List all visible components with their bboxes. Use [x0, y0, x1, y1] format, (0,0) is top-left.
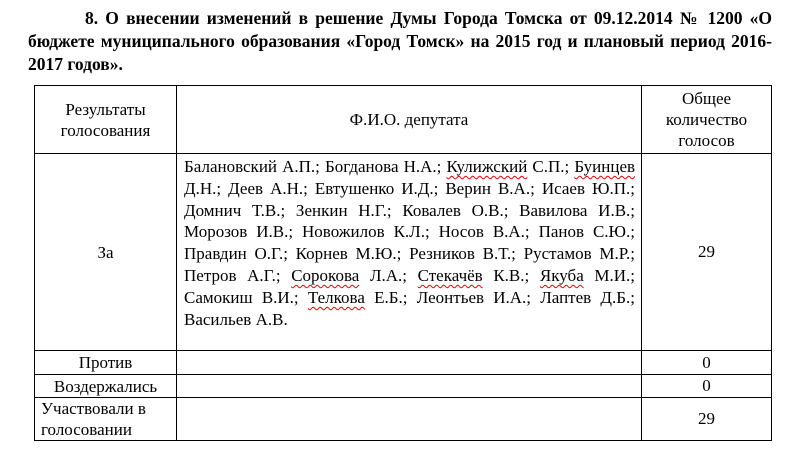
- table-row-participated: [35, 398, 772, 441]
- deputy-name: Стекачёв: [417, 265, 483, 285]
- deputy-name: Буинцев: [574, 157, 636, 176]
- deputy-name: Леонтьев: [416, 287, 485, 307]
- deputy-name: Резников: [409, 244, 475, 264]
- deputy-name: Рустамов: [523, 244, 592, 264]
- deputy-name: Верин: [445, 178, 491, 198]
- votes-count-against: 0: [642, 351, 772, 375]
- deputy-name: Васильев: [184, 309, 252, 329]
- voting-results-table: [34, 85, 772, 441]
- deputies-list: Балановский А.П.; Богданова Н.А.; Кулижский С.П.; Буинцев Д.Н.; Деев А.Н.; Евтушенко И.Д.; Верин В.А.; Исаев Ю.П.; Домнич Т.В.; Зенкин Н.Г.; Ковалев О.В.; Вавилова И.В.; Морозов И.В.; Новожилов К.Л.; Носов В.А.; Панов С.Ю.; Правдин О.Г.; Корнев М.Ю.; Резников В.Т.; Рустамов М.Р.; Петров А.Г.; Сорокова Л.А.; Стекачёв К.В.; Якуба М.И.; Самокиш В.И.; Телкова Е.Б.; Леонтьев И.А.; Лаптев Д.Б.; Васильев А.В.: [177, 154, 642, 351]
- deputy-name: Телкова: [307, 287, 365, 307]
- deputy-name: Ковалев: [402, 200, 461, 220]
- votes-count-for: 29: [642, 154, 772, 351]
- deputy-name: Вавилова: [519, 200, 588, 220]
- deputy-name: Якуба: [539, 265, 584, 285]
- votes-count-abstained: 0: [642, 375, 772, 398]
- deputy-name: Зенкин: [295, 200, 348, 220]
- result-label-against: Против: [35, 351, 177, 375]
- deputy-name: Деев: [228, 178, 264, 198]
- deputy-name: Петров: [184, 265, 237, 285]
- deputy-name: Морозов: [184, 222, 248, 242]
- result-label-abstained: Воздержались: [35, 375, 177, 398]
- deputies-empty-against: [177, 351, 642, 375]
- result-label-for: За: [35, 154, 177, 351]
- column-header-deputy-names: Ф.И.О. депутата: [177, 86, 642, 154]
- table-row-against: [35, 351, 772, 375]
- deputy-name: Домнич: [184, 200, 242, 220]
- deputy-name: Кулижский: [446, 157, 528, 176]
- deputy-name: Богданова: [324, 157, 399, 176]
- deputy-name: Новожилов: [302, 222, 385, 242]
- deputy-name: Сорокова: [291, 265, 360, 285]
- deputy-name: Евтушенко: [314, 178, 395, 198]
- table-header-row: [35, 86, 772, 154]
- deputy-name: Самокиш: [184, 287, 253, 307]
- deputy-name: Правдин: [184, 244, 247, 264]
- deputy-name: Балановский: [184, 157, 278, 176]
- deputy-name: Носов: [438, 222, 484, 242]
- deputy-name: Лаптев: [540, 287, 592, 307]
- deputy-name: Панов: [538, 222, 585, 242]
- column-header-total-votes: Общее количество голосов: [642, 86, 772, 154]
- column-header-results: Результаты голосования: [35, 86, 177, 154]
- table-row-for: [35, 154, 772, 351]
- deputies-empty-abstained: [177, 375, 642, 398]
- deputy-name: Корнев: [295, 244, 348, 264]
- votes-count-participated: 29: [642, 398, 772, 441]
- result-label-participated: Участвовали в голосовании: [35, 398, 177, 441]
- table-row-abstained: [35, 375, 772, 398]
- agenda-item-title: 8. О внесении изменений в решение Думы Города Томска от 09.12.2014 № 1200 «О бюджете муниципального образования «Город Томск» на 2015 год и плановый период 2016-2017 годов».: [28, 8, 772, 74]
- deputy-name: Исаев: [541, 178, 585, 198]
- deputies-empty-participated: [177, 398, 642, 441]
